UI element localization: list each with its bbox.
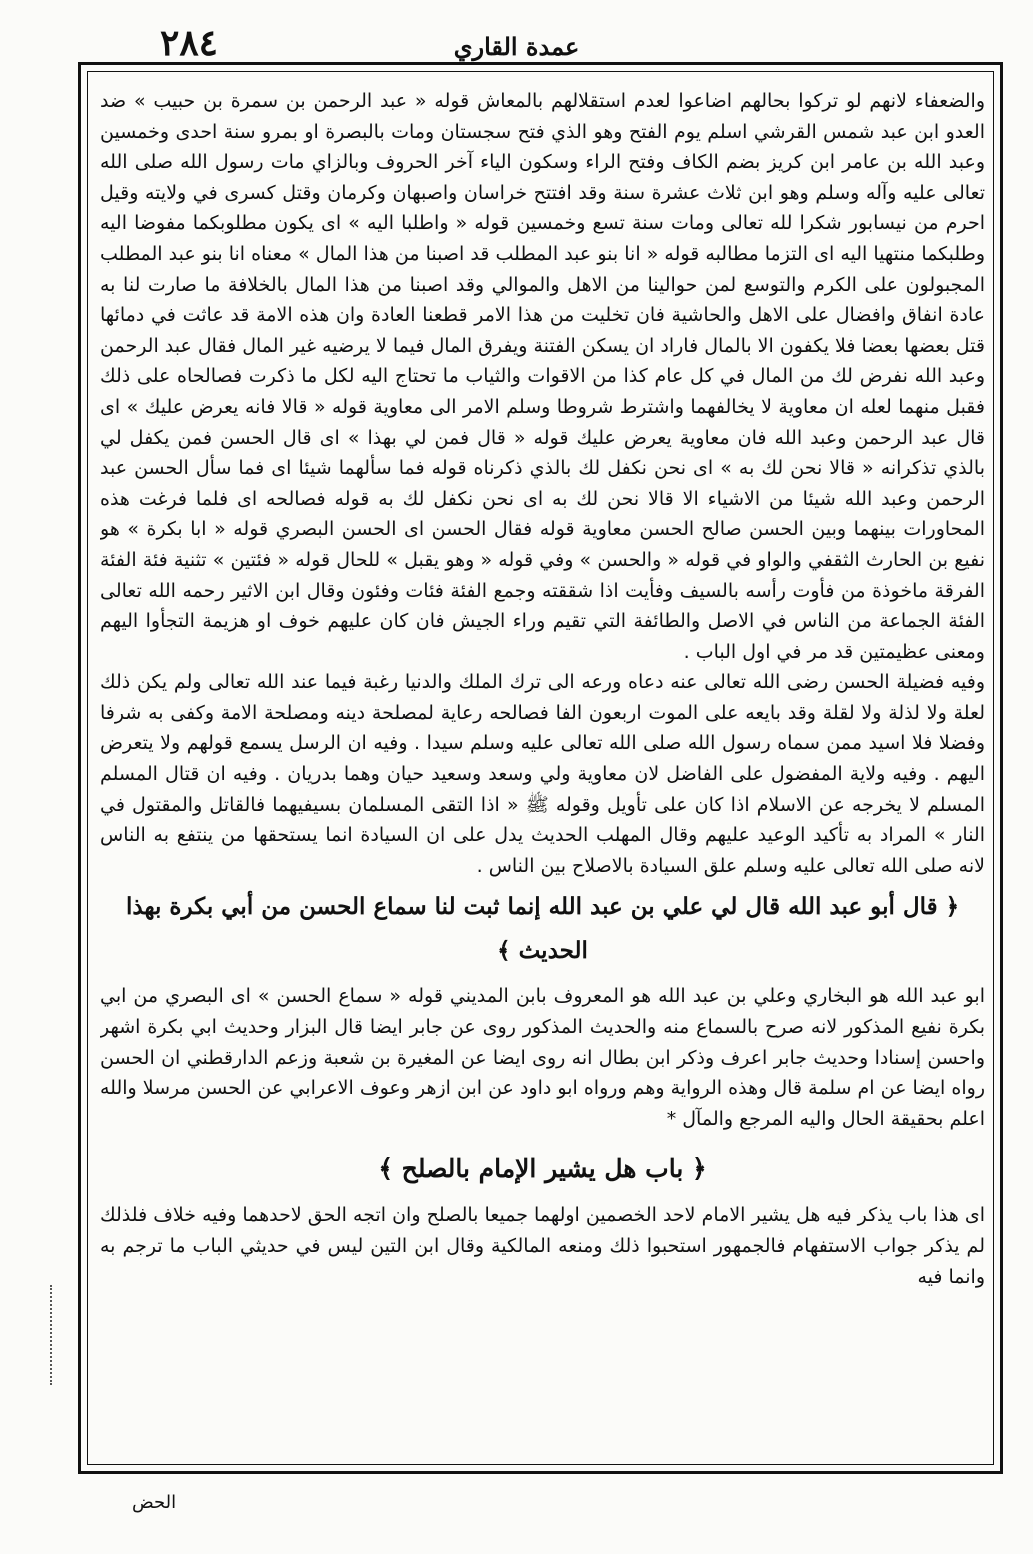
chapter-heading: ﴿ باب هل يشير الإمام بالصلح ﴾	[378, 1154, 707, 1184]
catchword: الحض	[132, 1492, 177, 1513]
commentary-paragraph-4: اى هذا باب يذكر فيه هل يشير الامام لاحد الخصمين اولهما جميعا بالصلح وان اتجه الحق لاحدهما وفيه خلاف فلذلك لم يذكر جواب الاستفهام فالجمهور استحبوا ذلك ومنعه المالكية وقال ابن التين ليس في حديثي الباب ما ترجم به وانما فيه	[100, 1204, 985, 1288]
page-number: ٢٨٤	[160, 22, 219, 64]
margin-binding-mark	[50, 1285, 68, 1385]
commentary-paragraph-1: والضعفاء لانهم لو تركوا بحالهم اضاعوا لعدم استقلالهم بالمعاش قوله « عبد الرحمن بن سمرة بن حبيب » ضد العدو ابن عبد شمس القرشي اسلم يوم الفتح وهو الذي فتح سجستان ومات بالبصرة او بمرو سنة احدى وخمسين وعبد الله بن عامر ابن كريز بضم الكاف وفتح الراء وسكون الياء آخر الحروف وبالزاي مات رسول الله صلى الله تعالى عليه وآله وسلم وهو ابن ثلاث عشرة سنة وقد افتتح خراسان واصبهان وكرمان وقتل كسرى في ولايته وقيل احرم من نيسابور شكرا لله تعالى ومات سنة تسع وخمسين قوله « واطلبا اليه » اى يكون مطلوبكما مفوضا اليه وطلبكما منتهيا اليه اى التزما مطالبه قوله « انا بنو عبد المطلب قد اصبنا من هذا المال » معناه انا بنو عبد المطلب المجبولون على الكرم والتوسع لمن حوالينا من الاهل والموالي وقد اصبنا من هذا المال بالخلافة ما صارت لنا به عادة انفاق وافضال على الاهل والحاشية فان تخليت من هذا الامر قطعنا العادة وان هذه الامة قد عاثت في دمائها قتل بعضها بعضا فلا يكفون الا بالمال فاراد ان يسكن الفتنة ويفرق المال فيما لا يرضيه غير المال فقال عبد الرحمن وعبد الله نفرض لك من المال في كل عام كذا من الاقوات والثياب ما تحتاج اليه لكل ما ذكرت فصالحاه على ذلك فقبل منهما لعله ان معاوية لا يخالفهما واشترط شروطا وسلم الامر الى معاوية قوله « قالا فانه يعرض عليك » اى قال عبد الرحمن وعبد الله فان معاوية يعرض عليك قوله « قال فمن لي بهذا » اى قال الحسن فمن يكفل لي بالذي تذكرانه « قالا نحن لك به » اى نحن نكفل لك بالذي ذكرناه قوله فما سألهما شيئا اى فما سأل الحسن عبد الرحمن وعبد الله شيئا من الاشياء الا قالا نحن لك به اى نحن نكفل لك به قوله فصالحه اى فلما فرغت هذه المحاورات بينهما وبين الحسن صالح الحسن معاوية قوله فقال الحسن اى الحسن البصري قوله « ابا بكرة » هو نفيع بن الحارث الثقفي والواو في قوله « والحسن » وفي قوله « وهو يقبل » للحال قوله « فئتين » تثنية فئة الفئة الفرقة ماخوذة من فأوت رأسه بالسيف وفأيت اذا شققته وجمع الفئة فئات وفئون وقال ابن الاثير رحمه الله تعالى الفئة الجماعة من الناس في الاصل والطائفة التي تقيم وراء الجيش فان كان عليهم خوف او هزيمة التجأوا اليهم ومعنى عظيمتين قد مر في اول الباب .	[100, 90, 985, 663]
book-title: عمدة القاري	[453, 32, 580, 61]
commentary-paragraph-2: وفيه فضيلة الحسن رضى الله تعالى عنه دعاه ورعه الى ترك الملك والدنيا رغبة فيما عند الله تعالى ولم يكن ذلك لعلة ولا لذلة ولا لقلة وقد بايعه على الموت اربعون الفا فصالحه رعاية لمصلحة دينه ومصلحة الامة وكفى به شرفا وفضلا فلا اسيد ممن سماه رسول الله صلى الله تعالى عليه وسلم سيدا . وفيه ان الرسل يسمع قولهم ولا يتعرض اليهم . وفيه ولاية المفضول على الفاضل لان معاوية ولي وسعد وسعيد حيان وهما بدريان . وفيه ان قتال المسلم المسلم لا يخرجه عن الاسلام اذا كان على تأويل وقوله ﷺ « اذا التقى المسلمان بسيفيهما فالقاتل والمقتول في النار » المراد به تأكيد الوعيد عليهم وقال المهلب الحديث يدل على ان السيادة انما يستحقها من ينتفع به الناس لانه صلى الله تعالى عليه وسلم علق السيادة بالاصلاح بين الناس .	[100, 671, 985, 877]
page-header	[60, 6, 973, 64]
hadith-heading: ﴿ قال أبو عبد الله قال لي علي بن عبد الله إنما ثبت لنا سماع الحسن من أبي بكرة بهذا الحديث ﴾	[125, 893, 960, 965]
commentary-paragraph-3: ابو عبد الله هو البخاري وعلي بن عبد الله هو المعروف بابن المديني قوله « سماع الحسن » اى البصري من ابي بكرة نفيع المذكور لانه صرح بالسماع منه والحديث المذكور روى عن جابر ايضا قال البزار وحديث ابي بكرة اشهر واحسن إسنادا وحديث جابر اعرف وذكر ابن بطال انه روى ايضا عن المغيرة بن شعبة وزعم الدارقطني ان الحسن رواه ايضا عن ام سلمة قال وهذه الرواية وهم ورواه ابو داود عن ابن ازهر وعوف الاعرابي عن الحسن مرسلا والله اعلم بحقيقة الحال واليه المرجع والمآل *	[100, 985, 985, 1130]
page-content	[100, 86, 985, 1468]
